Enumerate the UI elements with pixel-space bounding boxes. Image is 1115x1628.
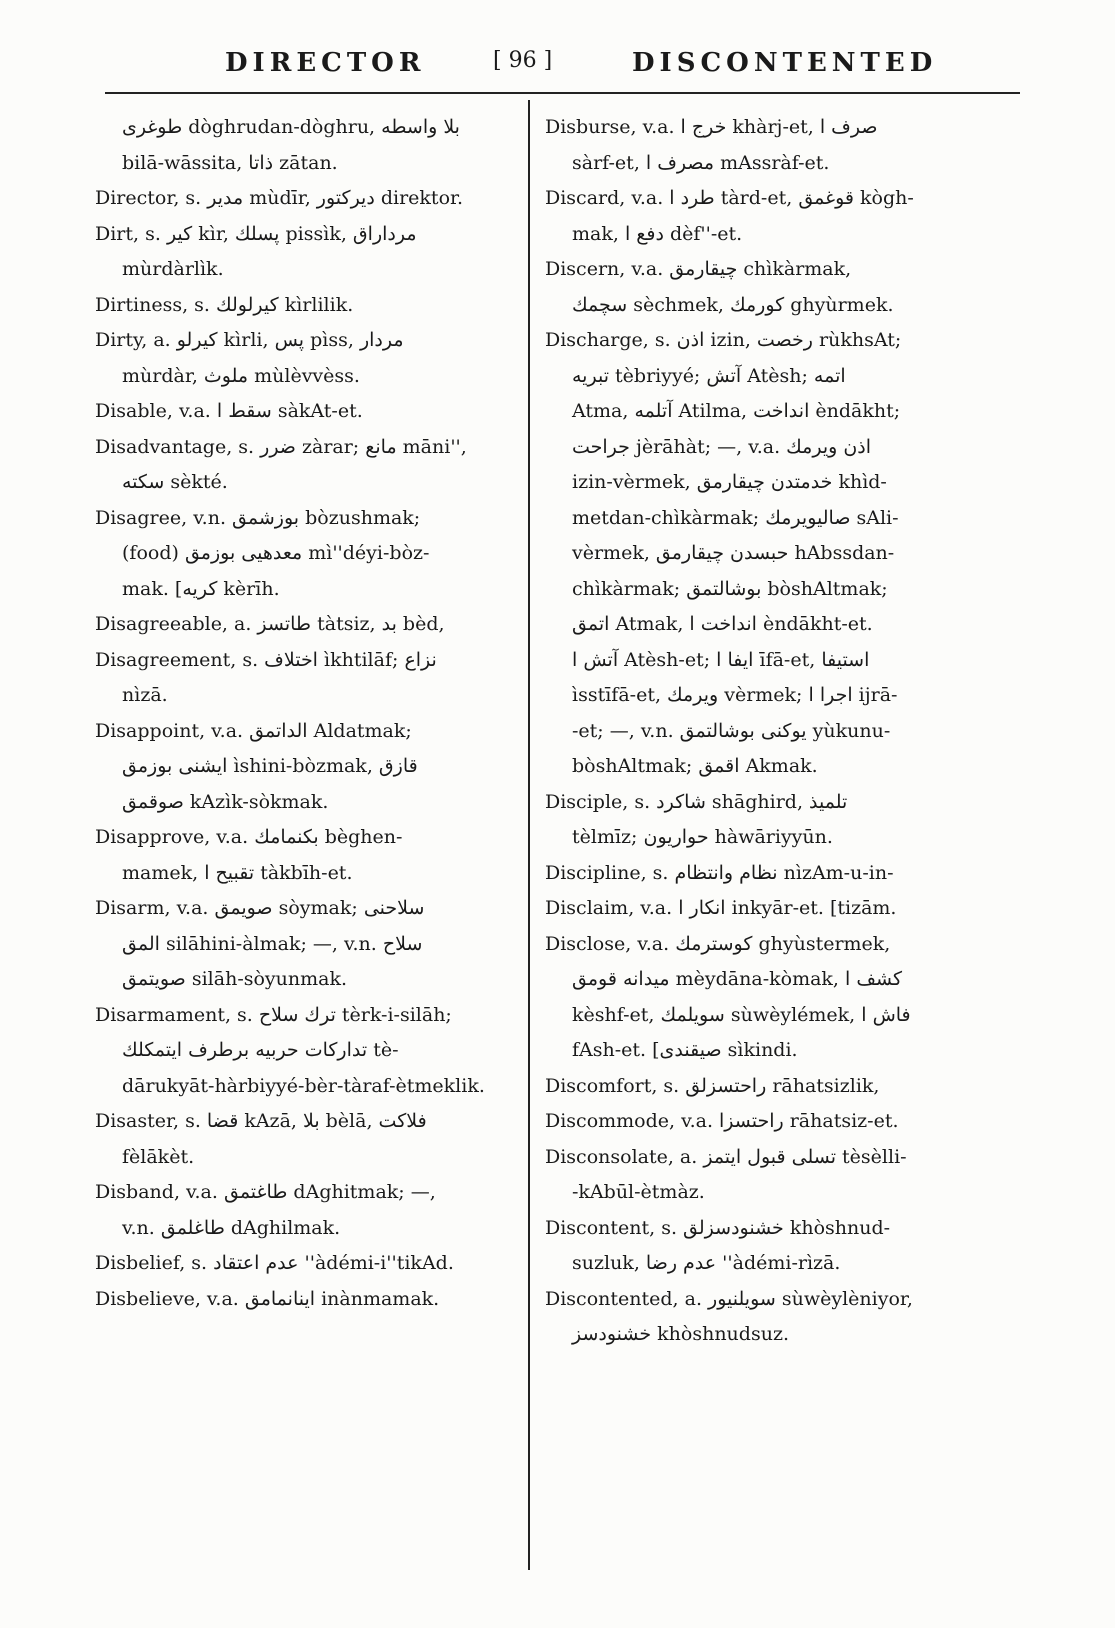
running-header — [0, 48, 1115, 84]
dictionary-line: Disband, v.a. طاغتمق dAghitmak; —, — [95, 1181, 436, 1203]
dictionary-line: ìsstīfā-et, ويرمك vèrmek; اجرا ا ijrā- — [572, 684, 898, 706]
dictionary-line: Dirtiness, s. كيرلولك kìrlilik. — [95, 293, 354, 316]
dictionary-line: Disclose, v.a. كوسترمك ghyùstermek, — [545, 932, 891, 955]
dictionary-line: سكته sèkté. — [122, 471, 228, 493]
dictionary-line: Discern, v.a. چيقارمق chìkàrmak, — [545, 258, 852, 280]
dictionary-line: Disclaim, v.a. انكار ا inkyār-et. [tizām. — [545, 897, 897, 919]
dictionary-line: izin-vèrmek, خدمتدن چيقارمق khìd- — [572, 471, 887, 493]
header-rule — [105, 92, 1020, 94]
dictionary-line: suzluk, عدم رضا ''àdémi-rìzā. — [572, 1252, 841, 1274]
dictionary-line: metdan-chìkàrmak; صاليويرمك sAli- — [572, 506, 899, 529]
dictionary-line: mak, دفع ا dèf''-et. — [572, 222, 743, 245]
dictionary-line: Disbelieve, v.a. اينانمامق inànmamak. — [95, 1287, 440, 1310]
right-column — [545, 110, 985, 1353]
dictionary-line: Director, s. مدير mùdīr, ديركتور direktor. — [95, 187, 464, 209]
dictionary-line: nìzā. — [122, 684, 168, 706]
dictionary-line: صويتمق silāh-sòyunmak. — [122, 968, 348, 990]
dictionary-line: -et; —, v.n. يوكنى بوشالتمق yùkunu- — [572, 719, 891, 742]
dictionary-line: جراحت jèrāhàt; —, v.a. اذن ويرمك — [572, 435, 872, 458]
dictionary-line: Discommode, v.a. راحتسزا rāhatsiz-et. — [545, 1110, 899, 1132]
dictionary-line: طوغرى dòghrudan-dòghru, بلا واسطه — [122, 116, 460, 138]
dictionary-line: dārukyāt-hàrbiyyé-bèr-tàraf-ètmeklik. — [122, 1074, 485, 1097]
dictionary-line: Disagreeable, a. طاتسز tàtsiz, بد bèd, — [95, 613, 445, 635]
dictionary-line: Disburse, v.a. خرج ا khàrj-et, صرف ا — [545, 116, 878, 138]
dictionary-line: المق silāhini-àlmak; —, v.n. سلاح — [122, 932, 423, 955]
dictionary-line: Disagree, v.n. بوزشمق bòzushmak; — [95, 506, 421, 529]
right-guide-word: DISCONTENTED — [632, 48, 938, 78]
dictionary-line: تداركات حربيه برطرف ايتمكلك tè- — [122, 1039, 399, 1061]
dictionary-line: سچمك sèchmek, كورمك ghyùrmek. — [572, 293, 894, 316]
dictionary-line: ميدانه قومق mèydāna-kòmak, كشف ا — [572, 968, 902, 990]
dictionary-line: tèlmīz; حواريون hàwāriyyūn. — [572, 826, 833, 848]
dictionary-line: v.n. طاغلمق dAghilmak. — [122, 1216, 341, 1239]
dictionary-line: آتش ا Atèsh-et; ايفا ا īfā-et, استيفا — [572, 648, 870, 671]
dictionary-line: خشنودسز khòshnudsuz. — [572, 1323, 789, 1345]
dictionary-line: -kAbūl-ètmàz. — [572, 1181, 705, 1203]
dictionary-line: Disarm, v.a. صويمق sòymak; سلاحنى — [95, 897, 425, 919]
dictionary-line: Disappoint, v.a. الداتمق Aldatmak; — [95, 719, 412, 742]
dictionary-line: Discomfort, s. راحتسزلق rāhatsizlik, — [545, 1074, 880, 1097]
dictionary-line: تبريه tèbriyyé; آتش Atèsh; اتمه — [572, 364, 846, 387]
dictionary-line: Discipline, s. نظام وانتظام nìzAm-u-in- — [545, 861, 894, 884]
dictionary-line: Dirt, s. كير kìr, پسلك pissìk, مرداراق — [95, 222, 417, 245]
dictionary-line: vèrmek, حبسدن چيقارمق hAbssdan- — [572, 542, 895, 564]
dictionary-line: Disapprove, v.a. بكنمامك bèghen- — [95, 826, 403, 848]
dictionary-line: Discard, v.a. طرد ا tàrd-et, قوغمق kògh- — [545, 187, 914, 209]
dictionary-line: Atma, آتلمه Atilma, انداخت èndākht; — [572, 400, 901, 422]
dictionary-line: mùrdàr, ملوث mùlèvvèss. — [122, 364, 360, 387]
dictionary-line: mamek, تقبيح ا tàkbīh-et. — [122, 861, 353, 884]
dictionary-line: ايشنى بوزمق ìshini-bòzmak, قازق — [122, 755, 418, 777]
dictionary-line: sàrf-et, مصرف ا mAssràf-et. — [572, 151, 830, 174]
dictionary-line: Discontented, a. سويلنيور sùwèylèniyor, — [545, 1287, 913, 1310]
left-column — [95, 110, 515, 1317]
dictionary-line: Discontent, s. خشنودسزلق khòshnud- — [545, 1216, 891, 1239]
dictionary-line: Disarmament, s. ترك سلاح tèrk-i-silāh; — [95, 1003, 452, 1026]
dictionary-line: Dirty, a. كيرلو kìrli, پس pìss, مردار — [95, 329, 404, 351]
dictionary-line: Discharge, s. اذن izin, رخصت rùkhsAt; — [545, 329, 902, 351]
dictionary-line: (food) معدهيى بوزمق mì''déyi-bòz- — [122, 542, 430, 564]
dictionary-line: Disconsolate, a. تسلى قبول ايتمز tèsèlli- — [545, 1145, 907, 1168]
dictionary-line: bilā-wāssita, ذاتا zātan. — [122, 151, 338, 174]
dictionary-line: kèshf-et, سويلمك sùwèylémek, فاش ا — [572, 1003, 911, 1026]
dictionary-line: fèlākèt. — [122, 1145, 195, 1168]
dictionary-line: Disadvantage, s. ضرر zàrar; مانع māni'', — [95, 435, 467, 458]
dictionary-line: chìkàrmak; بوشالتمق bòshAltmak; — [572, 577, 888, 600]
dictionary-line: Disable, v.a. سقط ا sàkAt-et. — [95, 400, 363, 422]
dictionary-line: Disbelief, s. عدم اعتقاد ''àdémi-i''tikAd. — [95, 1252, 454, 1274]
dictionary-line: Disagreement, s. اختلاف ìkhtilāf; نزاع — [95, 648, 437, 671]
dictionary-line: mak. [كريه kèrīh. — [122, 577, 280, 600]
dictionary-line: mùrdàrlìk. — [122, 258, 224, 280]
dictionary-line: اتمق Atmak, انداخت ا èndākht-et. — [572, 613, 873, 635]
dictionary-line: bòshAltmak; اقمق Akmak. — [572, 755, 818, 777]
column-divider — [528, 100, 530, 1570]
page-number: [ 96 ] — [493, 48, 553, 73]
dictionary-line: Disciple, s. شاكرد shāghird, تلميذ — [545, 790, 848, 813]
dictionary-line: fAsh-et. [صيقندى sìkindi. — [572, 1039, 798, 1061]
dictionary-line: صوقمق kAzìk-sòkmak. — [122, 790, 329, 813]
dictionary-line: Disaster, s. قضا kAzā, بلا bèlā, فلاكت — [95, 1110, 427, 1132]
left-guide-word: DIRECTOR — [225, 48, 426, 78]
